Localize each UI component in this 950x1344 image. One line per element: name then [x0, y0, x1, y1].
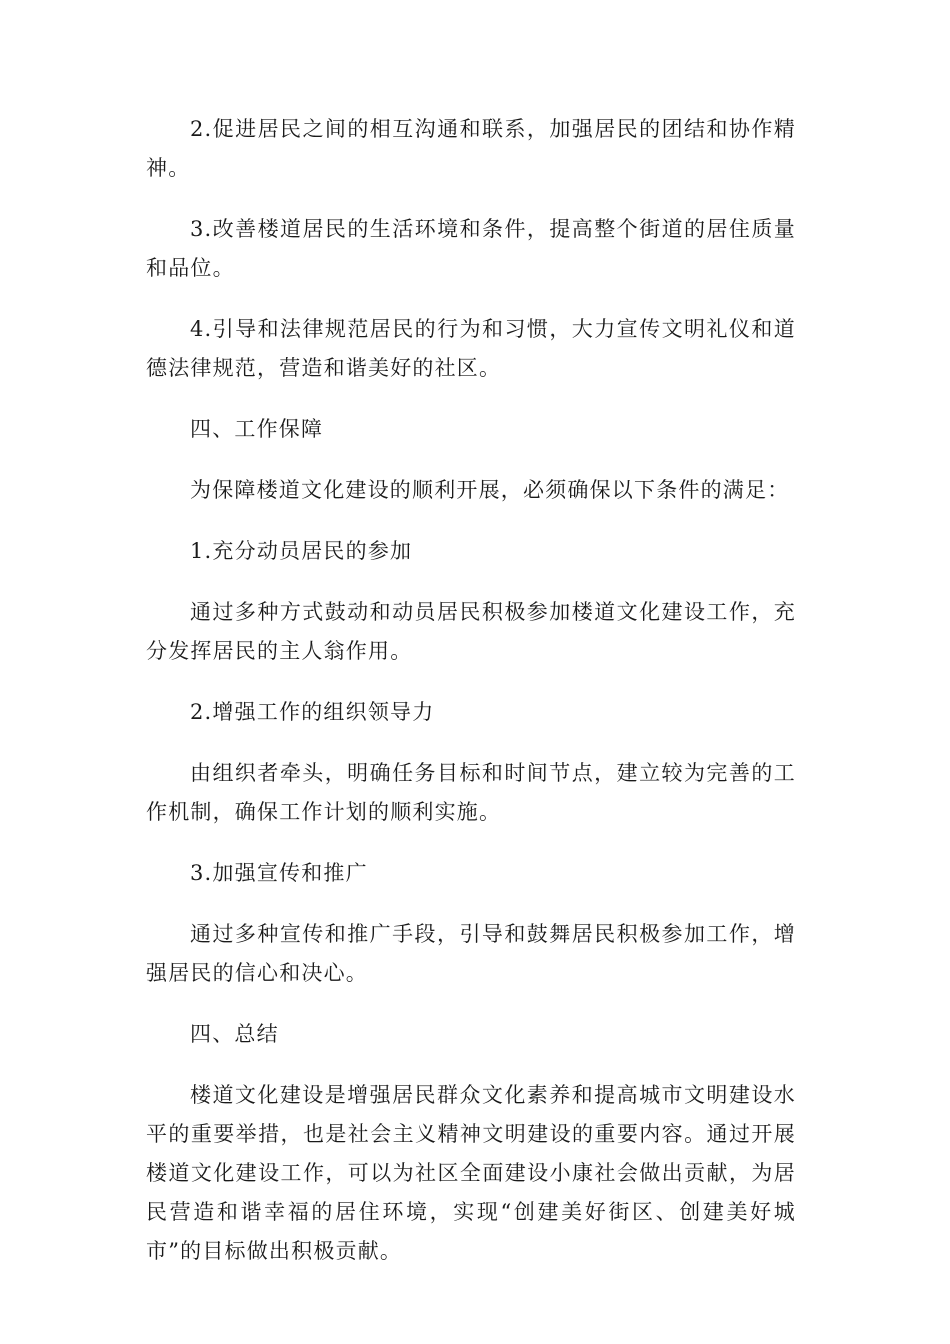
- section-heading-summary: 四、总结: [190, 1022, 279, 1046]
- list-item-4: 4.引导和法律规范居民的行为和习惯，大力宣传文明礼仪和道德法律规范，营造和谐美好的社区。: [146, 317, 796, 380]
- list-item-3: 3.改善楼道居民的生活环境和条件，提高整个街道的居住质量和品位。: [146, 217, 796, 280]
- body-paragraph-mobilize: 通过多种方式鼓动和动员居民积极参加楼道文化建设工作，充分发挥居民的主人翁作用。: [146, 600, 796, 663]
- body-paragraph-summary: 楼道文化建设是增强居民群众文化素养和提高城市文明建设水平的重要举措，也是社会主义精神文明建设的重要内容。通过开展楼道文化建设工作，可以为社区全面建设小康社会做出贡献，为居民营造和谐幸福的居住环境，实现“创建美好街区、创建美好城市”的目标做出积极贡献。: [146, 1083, 796, 1263]
- body-paragraph-leadership: 由组织者牵头，明确任务目标和时间节点，建立较为完善的工作机制，确保工作计划的顺利实施。: [146, 761, 796, 824]
- body-paragraph-publicity: 通过多种宣传和推广手段，引导和鼓舞居民积极参加工作，增强居民的信心和决心。: [146, 922, 796, 985]
- list-item-2: 2.促进居民之间的相互沟通和联系，加强居民的团结和协作精神。: [146, 117, 796, 180]
- document-body: [146, 110, 796, 1293]
- subheading-publicity: 3.加强宣传和推广: [190, 861, 368, 885]
- section-heading-work-guarantee: 四、工作保障: [190, 417, 324, 441]
- subheading-mobilize-residents: 1.充分动员居民的参加: [190, 539, 413, 563]
- body-paragraph-intro: 为保障楼道文化建设的顺利开展，必须确保以下条件的满足：: [190, 478, 790, 502]
- subheading-leadership: 2.增强工作的组织领导力: [190, 700, 435, 724]
